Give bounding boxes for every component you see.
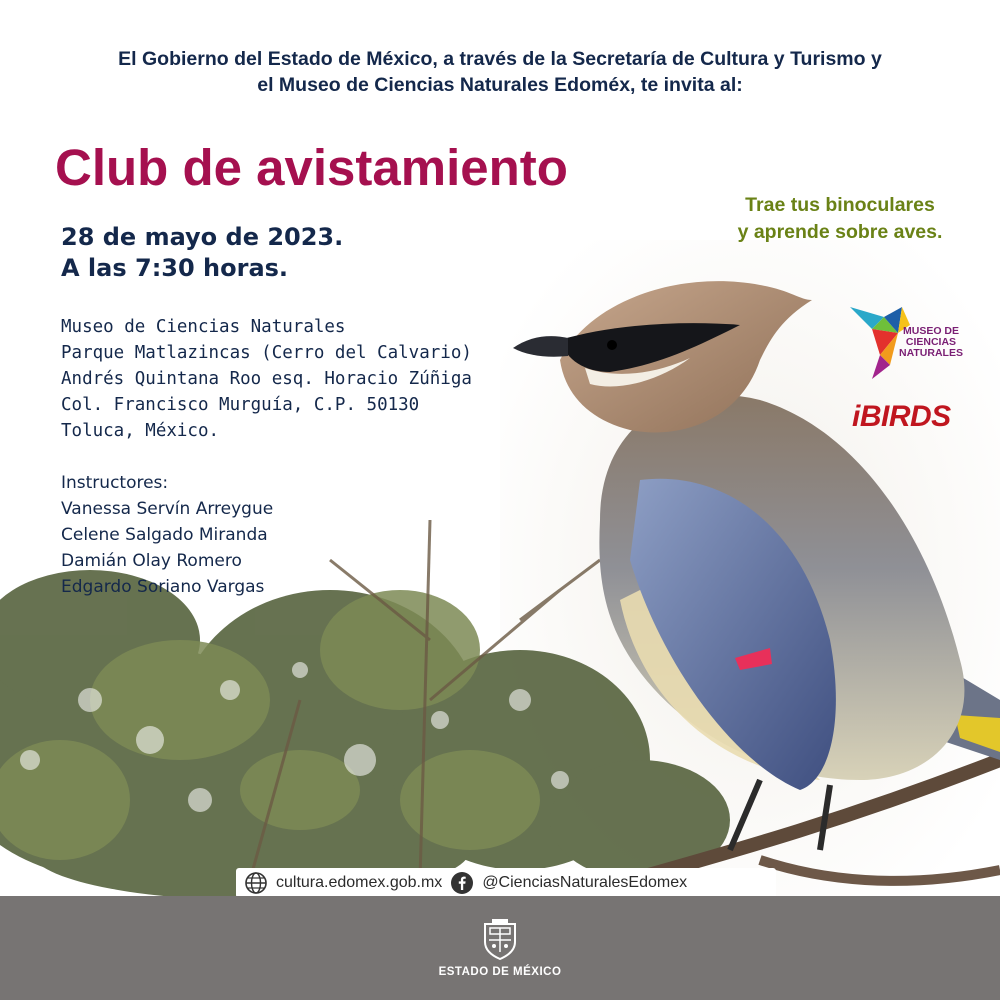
intro-line: El Gobierno del Estado de México, a través de la Secretaría de Cultura y Turismo y xyxy=(118,48,882,70)
museum-logo-line: NATURALES xyxy=(899,347,963,359)
facebook-icon xyxy=(450,871,474,895)
event-date: 28 de mayo de 2023. xyxy=(61,223,344,251)
museum-logo-text xyxy=(899,326,963,359)
address-line: Andrés Quintana Roo esq. Horacio Zúñiga xyxy=(61,369,472,389)
intro-line: el Museo de Ciencias Naturales Edoméx, te invita al: xyxy=(257,74,743,96)
museum-logo-line: CIENCIAS xyxy=(905,336,957,348)
instructors-heading: Instructores: xyxy=(61,473,169,493)
facebook-text: @CienciasNaturalesEdomex xyxy=(482,874,688,891)
venue-address xyxy=(61,314,472,444)
website-link[interactable] xyxy=(236,871,442,895)
website-text: cultura.edomex.gob.mx xyxy=(276,874,443,891)
footer-label: ESTADO DE MÉXICO xyxy=(438,966,562,978)
instructor-name: Damián Olay Romero xyxy=(61,551,242,571)
event-time: A las 7:30 horas. xyxy=(61,254,289,282)
address-line: Toluca, México. xyxy=(61,421,220,441)
instructors-list xyxy=(61,470,273,600)
event-datetime xyxy=(61,222,343,284)
address-line: Col. Francisco Murguía, C.P. 50130 xyxy=(61,395,420,415)
tagline xyxy=(700,192,980,246)
facebook-link[interactable] xyxy=(442,871,687,895)
address-line: Museo de Ciencias Naturales xyxy=(61,317,346,337)
tagline-line: y aprende sobre aves. xyxy=(737,221,943,243)
state-seal-icon xyxy=(481,918,519,960)
instructor-name: Edgardo Soriano Vargas xyxy=(61,577,265,597)
event-title: Club de avistamiento xyxy=(55,139,568,196)
tagline-line: Trae tus binoculares xyxy=(745,194,935,216)
ibirds-logo: iBIRDS xyxy=(852,400,951,433)
globe-icon xyxy=(244,871,268,895)
address-line: Parque Matlazincas (Cerro del Calvario) xyxy=(61,343,472,363)
instructor-name: Celene Salgado Miranda xyxy=(61,525,268,545)
instructor-name: Vanessa Servín Arreygue xyxy=(61,499,274,519)
museum-logo-line: MUSEO DE xyxy=(902,325,959,337)
intro-text xyxy=(40,46,960,98)
contact-bar xyxy=(236,868,776,898)
